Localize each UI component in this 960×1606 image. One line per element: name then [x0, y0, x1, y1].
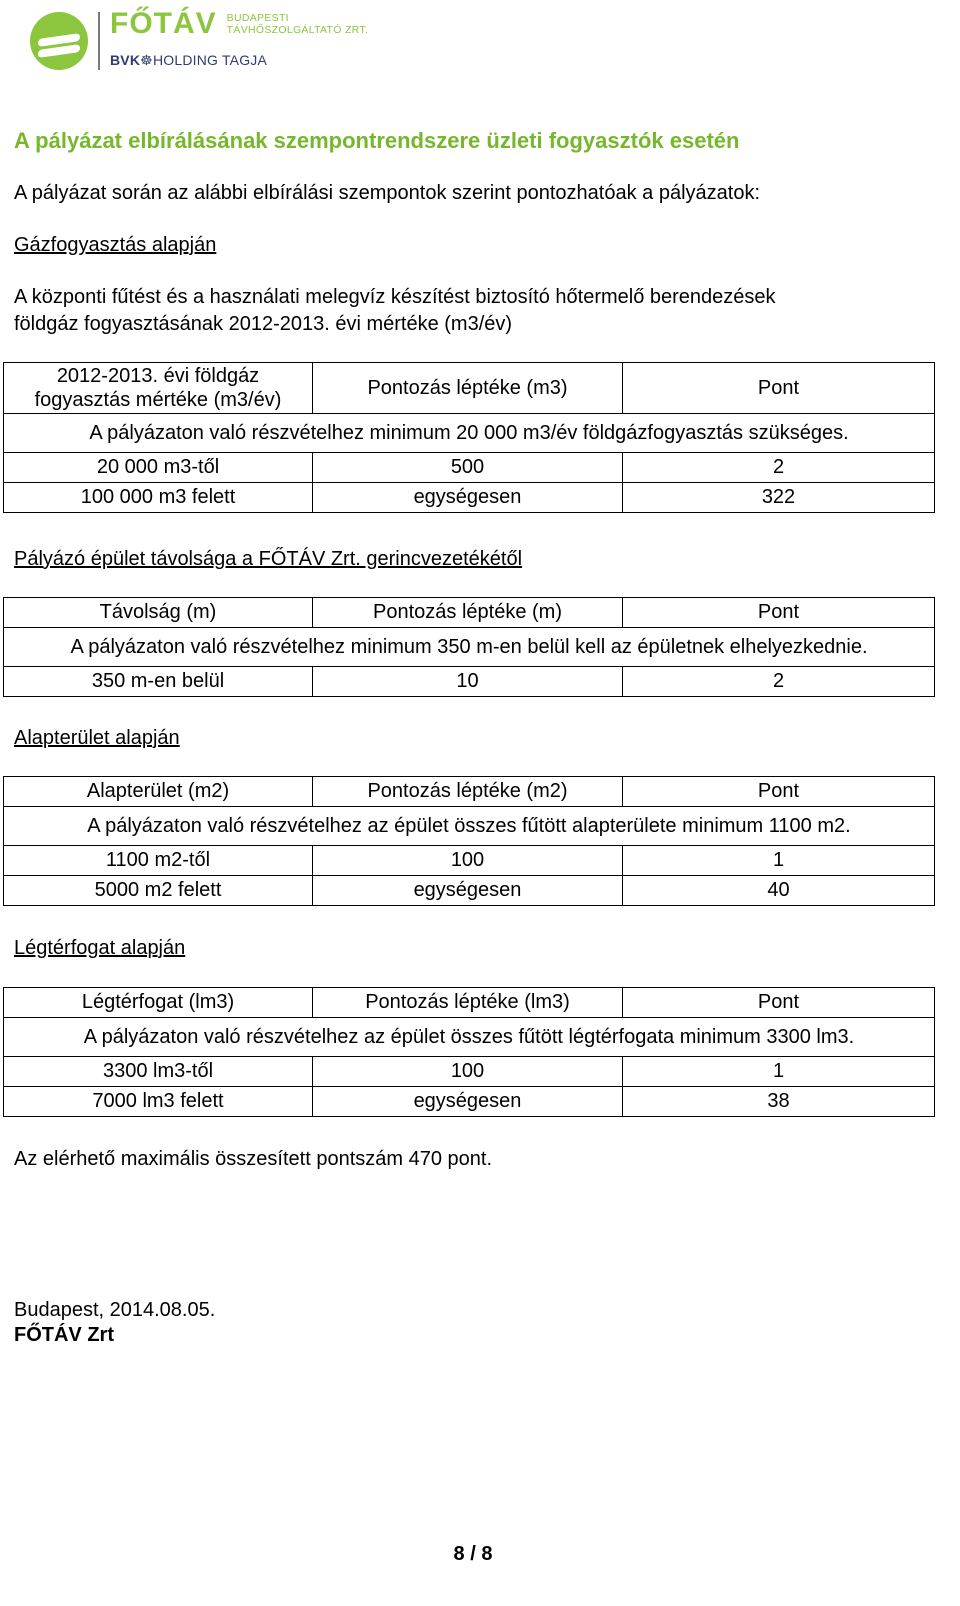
table-header-row	[4, 363, 935, 414]
holding-bvk: BVK	[110, 52, 141, 68]
fotav-logo-icon	[30, 12, 88, 70]
area-col3-header: Pont	[623, 777, 935, 807]
gas-col1-header: 2012-2013. évi földgáz fogyasztás mértéke (m3/év)	[4, 363, 313, 414]
holding-membership	[110, 52, 368, 69]
table-row: 350 m-en belül 10 2	[4, 667, 935, 697]
area-requirement-note: A pályázaton való részvételhez az épület összes fűtött alapterülete minimum 1100 m2.	[4, 807, 935, 846]
area-section-heading: Alapterület alapján	[14, 727, 180, 749]
distance-requirement-note: A pályázaton való részvételhez minimum 350 m-en belül kell az épületnek elhelyezkednie.	[4, 628, 935, 667]
signature-block	[14, 1298, 215, 1348]
holding-text: HOLDING TAGJA	[152, 52, 268, 68]
table-note-row	[4, 807, 935, 846]
gas-col3-header: Pont	[623, 363, 935, 414]
distance-col3-header: Pont	[623, 598, 935, 628]
company-signature: FŐTÁV Zrt	[14, 1324, 114, 1346]
place-date: Budapest, 2014.08.05.	[14, 1299, 216, 1321]
brand-name: FŐTÁV	[110, 7, 217, 40]
area-col2-header: Pontozás léptéke (m2)	[313, 777, 623, 807]
table-row: 1100 m2-től 100 1	[4, 846, 935, 876]
distance-col1-header: Távolság (m)	[4, 598, 313, 628]
volume-requirement-note: A pályázaton való részvételhez az épület összes fűtött légtérfogata minimum 3300 lm3.	[4, 1018, 935, 1057]
distance-scoring-table	[3, 597, 935, 697]
table-row: 3300 lm3-től 100 1	[4, 1057, 935, 1087]
gas-requirement-note: A pályázaton való részvételhez minimum 20 000 m3/év földgázfogyasztás szükséges.	[4, 414, 935, 453]
gas-description-line1: A központi fűtést és a használati melegvíz készítést biztosító hőtermelő berendezések	[14, 286, 776, 308]
gas-scoring-table	[3, 362, 935, 513]
distance-col2-header: Pontozás léptéke (m)	[313, 598, 623, 628]
volume-col1-header: Légtérfogat (lm3)	[4, 988, 313, 1018]
table-header-row	[4, 988, 935, 1018]
area-scoring-table	[3, 776, 935, 906]
max-score-summary: Az elérhető maximális összesített pontszám 470 pont.	[14, 1148, 493, 1170]
distance-section-heading: Pályázó épület távolsága a FŐTÁV Zrt. gerincvezetékétől	[14, 548, 523, 570]
page-title: A pályázat elbírálásának szempontrendszere üzleti fogyasztók esetén	[14, 128, 740, 153]
table-header-row	[4, 598, 935, 628]
gas-section-heading: Gázfogyasztás alapján	[14, 234, 217, 256]
volume-col3-header: Pont	[623, 988, 935, 1018]
intro-text: A pályázat során az alábbi elbírálási szempontok szerint pontozhatóak a pályázatok:	[14, 182, 760, 204]
table-row: 5000 m2 felett egységesen 40	[4, 876, 935, 906]
brand-subtitle: BUDAPESTI TÁVHŐSZOLGÁLTATÓ ZRT.	[226, 12, 369, 36]
table-note-row	[4, 628, 935, 667]
table-note-row	[4, 414, 935, 453]
volume-section-heading: Légtérfogat alapján	[14, 937, 186, 959]
gas-col2-header: Pontozás léptéke (m3)	[313, 363, 623, 414]
logo-divider	[98, 12, 100, 70]
table-row: 100 000 m3 felett egységesen 322	[4, 483, 935, 513]
volume-col2-header: Pontozás léptéke (lm3)	[313, 988, 623, 1018]
table-row: 7000 lm3 felett egységesen 38	[4, 1087, 935, 1117]
brand-block	[110, 6, 368, 69]
table-header-row	[4, 777, 935, 807]
volume-scoring-table	[3, 987, 935, 1117]
page-number: 8 / 8	[453, 1543, 493, 1565]
holding-mark-icon: ☸	[140, 52, 153, 68]
table-note-row	[4, 1018, 935, 1057]
company-logo	[30, 6, 368, 70]
table-row: 20 000 m3-től 500 2	[4, 453, 935, 483]
area-col1-header: Alapterület (m2)	[4, 777, 313, 807]
gas-description-line2: földgáz fogyasztásának 2012-2013. évi mértéke (m3/év)	[14, 313, 513, 335]
